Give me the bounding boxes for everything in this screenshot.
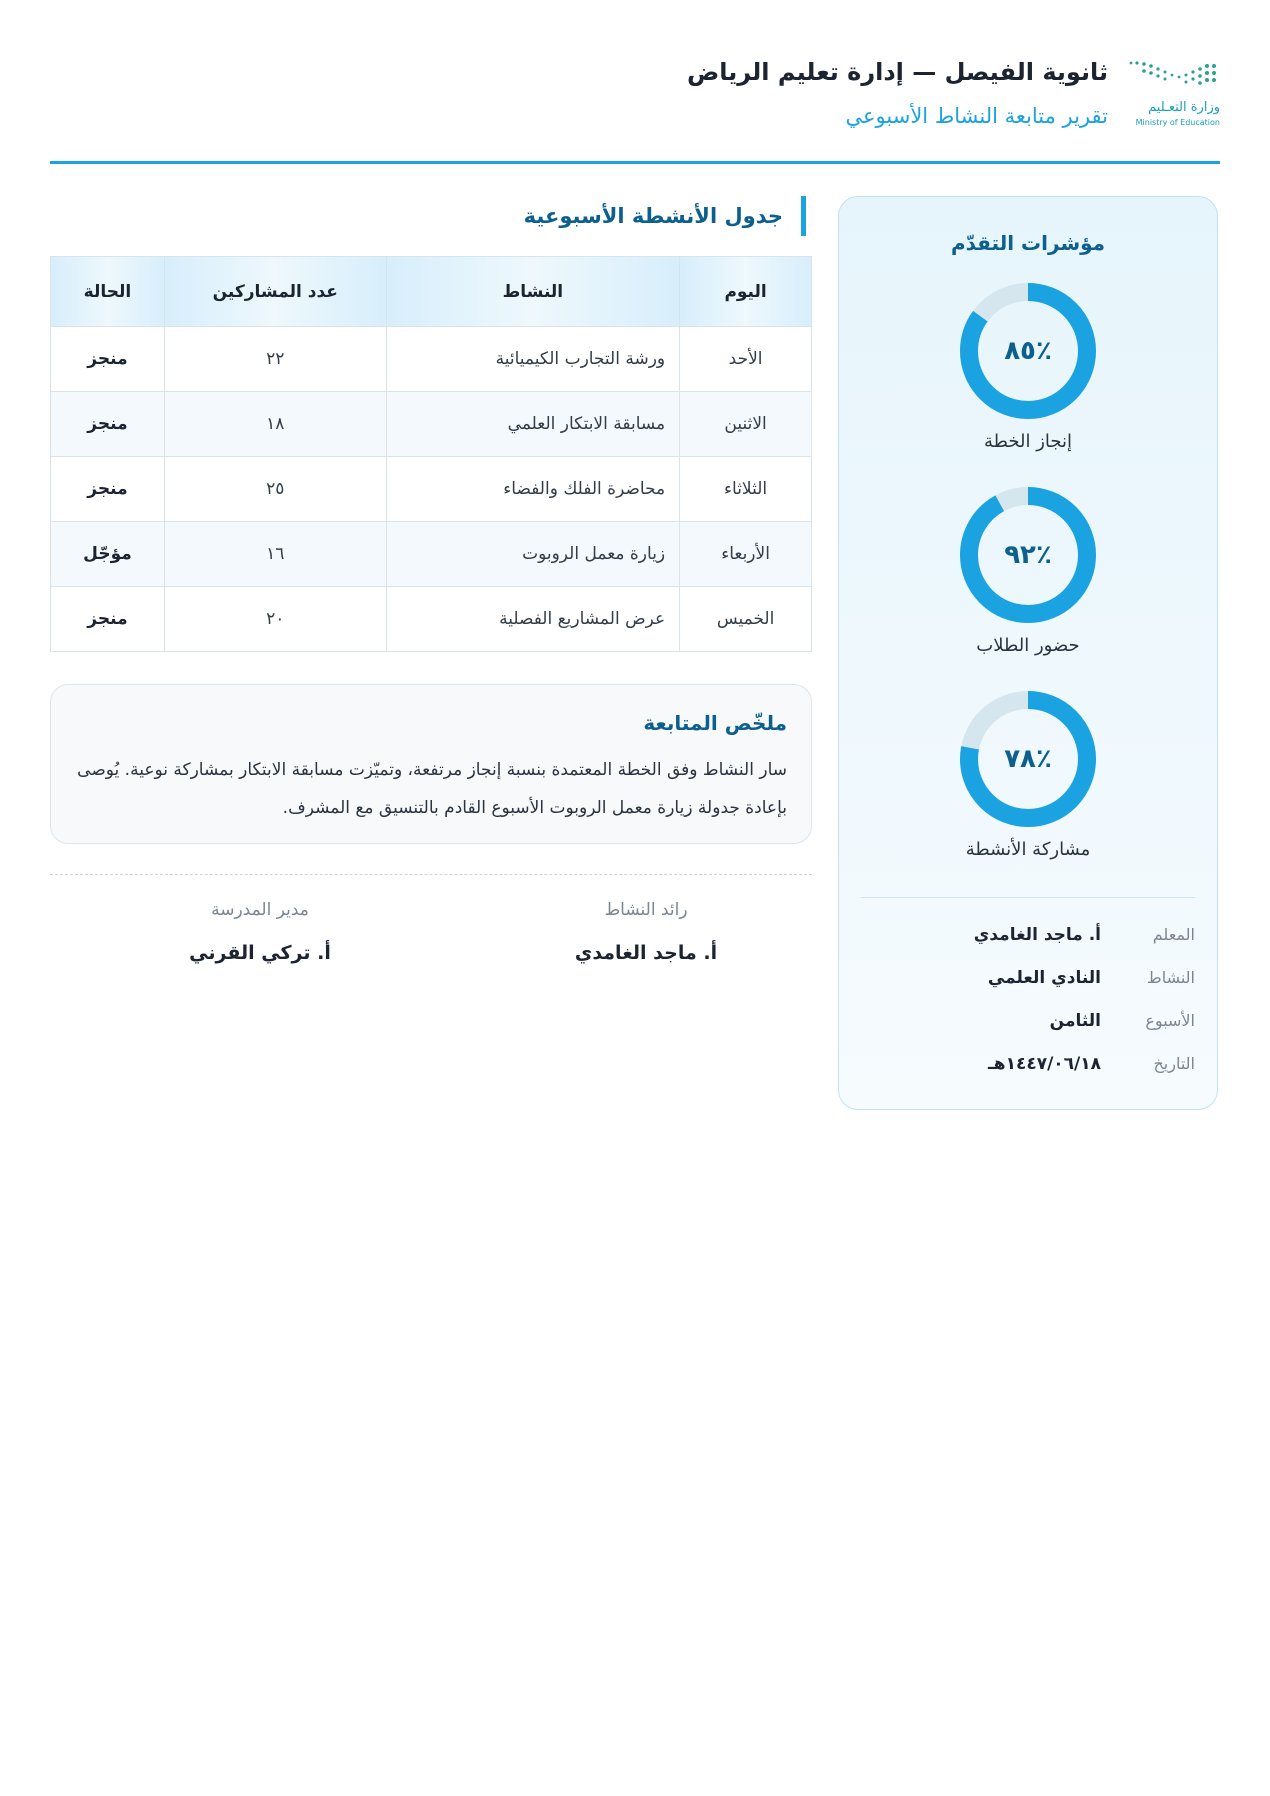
info-value: النادي العلمي — [987, 968, 1101, 988]
cell-participants: ٢٢ — [164, 327, 386, 392]
info-value: أ. ماجد الغامدي — [973, 925, 1101, 945]
gauge-value: ٪٩٢ — [1004, 540, 1052, 570]
signature-name: أ. ماجد الغامدي — [574, 942, 718, 964]
summary-title: ملخّص المتابعة — [643, 711, 787, 735]
ministry-logo — [1128, 60, 1220, 130]
gauge-label: إنجاز الخطة — [983, 431, 1073, 452]
summary-text: سار النشاط وفق الخطة المعتمدة بنسبة إنجاز مرتفعة، وتميّزت مسابقة الابتكار بمشاركة نوعية. يُوصى بإعادة جدولة زيارة معمل الروبوت الأسبوع القادم بالتنسيق مع المشرف. — [77, 760, 787, 818]
table-row — [51, 327, 812, 392]
table-row — [51, 392, 812, 457]
info-key: المعلم — [1152, 925, 1195, 944]
cell-activity: مسابقة الابتكار العلمي — [386, 392, 680, 457]
table-header-row — [51, 257, 812, 327]
cell-status: منجز — [51, 327, 165, 392]
cell-activity: زيارة معمل الروبوت — [386, 522, 680, 587]
cell-day: الخميس — [680, 587, 812, 652]
info-key: الأسبوع — [1145, 1011, 1195, 1030]
info-value: الثامن — [1049, 1011, 1101, 1031]
panel-divider — [861, 897, 1195, 898]
gauge-label: مشاركة الأنشطة — [965, 839, 1091, 860]
activities-table — [50, 256, 812, 652]
cell-status: مؤجّل — [51, 522, 165, 587]
column-header-status: الحالة — [51, 257, 165, 327]
column-header-day: اليوم — [680, 257, 812, 327]
logo-text-en: Ministry of Education — [1135, 118, 1220, 127]
gauge-value: ٪٨٥ — [1004, 336, 1052, 366]
panel-title: مؤشرات التقدّم — [950, 231, 1106, 255]
cell-activity: محاضرة الفلك والفضاء — [386, 457, 680, 522]
cell-activity: ورشة التجارب الكيميائية — [386, 327, 680, 392]
signature-divider — [50, 874, 812, 875]
report-subtitle: تقرير متابعة النشاط الأسبوعي — [845, 104, 1108, 128]
info-key: النشاط — [1146, 968, 1195, 987]
info-row-teacher — [861, 925, 1195, 955]
table-row — [51, 587, 812, 652]
cell-day: الأحد — [680, 327, 812, 392]
info-row-week — [861, 1011, 1195, 1041]
cell-participants: ٢٠ — [164, 587, 386, 652]
signature-role: مدير المدرسة — [211, 900, 309, 920]
cell-status: منجز — [51, 392, 165, 457]
info-row-activity — [861, 968, 1195, 998]
gauge-label: حضور الطلاب — [976, 635, 1080, 656]
cell-day: الثلاثاء — [680, 457, 812, 522]
cell-status: منجز — [51, 457, 165, 522]
table-row — [51, 457, 812, 522]
signature-role: رائد النشاط — [604, 900, 688, 920]
cell-participants: ٢٥ — [164, 457, 386, 522]
cell-status: منجز — [51, 587, 165, 652]
signature-activity-leader — [516, 900, 776, 964]
logo-text-ar: وزارة التعـليم — [1148, 100, 1220, 115]
schedule-title: جدول الأنشطة الأسبوعية — [524, 196, 806, 236]
cell-day: الاثنين — [680, 392, 812, 457]
info-row-date — [861, 1054, 1195, 1084]
cell-day: الأربعاء — [680, 522, 812, 587]
column-header-activity: النشاط — [386, 257, 680, 327]
column-header-participants: عدد المشاركين — [164, 257, 386, 327]
info-key: التاريخ — [1153, 1054, 1195, 1073]
gauge-student-attendance — [918, 485, 1138, 656]
signature-name: أ. تركي القرني — [189, 942, 331, 964]
gauge-plan-completion — [918, 281, 1138, 452]
gauge-value: ٪٧٨ — [1004, 744, 1052, 774]
progress-panel — [838, 196, 1218, 1110]
info-value: ١٤٤٧/٠٦/١٨هـ — [987, 1054, 1101, 1074]
table-row — [51, 522, 812, 587]
cell-participants: ١٦ — [164, 522, 386, 587]
school-title: ثانوية الفيصل — إدارة تعليم الرياض — [686, 58, 1108, 86]
gauge-activity-participation — [918, 689, 1138, 860]
cell-participants: ١٨ — [164, 392, 386, 457]
signature-principal — [130, 900, 390, 964]
ministry-logo-icon — [1128, 60, 1220, 90]
cell-activity: عرض المشاريع الفصلية — [386, 587, 680, 652]
report-header — [50, 52, 1220, 164]
follow-up-summary — [50, 684, 812, 844]
